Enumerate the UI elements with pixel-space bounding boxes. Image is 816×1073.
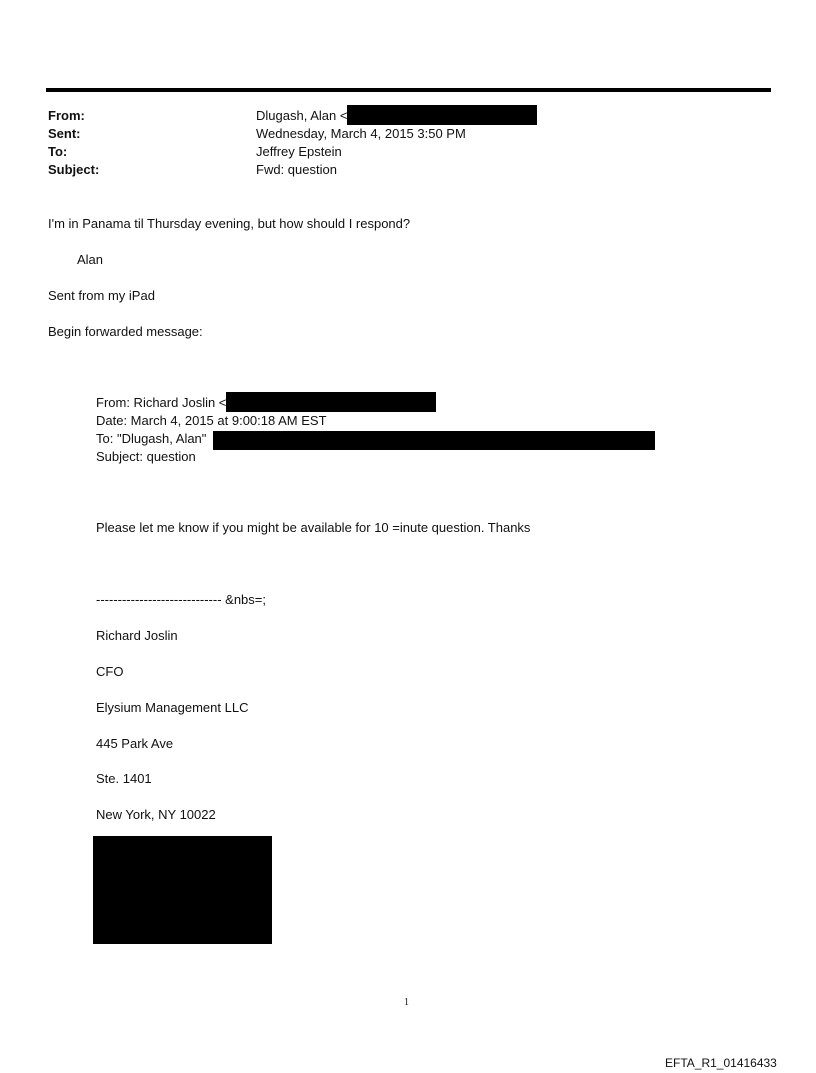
body-line: I'm in Panama til Thursday evening, but how should I respond? [48,216,411,231]
page-number: 1 [404,997,409,1008]
redaction-box [226,392,436,412]
signature-city: New York, NY 10022 [96,807,216,822]
header-rule [46,88,771,92]
sent-label: Sent: [48,126,81,141]
redaction-block [93,836,272,944]
forwarded-subject: Subject: question [96,449,196,464]
signature-suite: Ste. 1401 [96,771,152,786]
sent-value: Wednesday, March 4, 2015 3:50 PM [256,126,466,141]
forwarded-from: From: Richard Joslin < [96,395,227,410]
forwarded-to: To: "Dlugash, Alan" [96,431,207,446]
forwarded-date: Date: March 4, 2015 at 9:00:18 AM EST [96,413,327,428]
to-label: To: [48,144,68,159]
signature-separator: ----------------------------- &nbs=; [96,592,266,607]
signature-company: Elysium Management LLC [96,700,249,715]
from-label: From: [48,108,85,123]
subject-label: Subject: [48,162,100,177]
from-value: Dlugash, Alan < [256,108,348,123]
bates-number: EFTA_R1_01416433 [665,1056,777,1070]
subject-value: Fwd: question [256,162,337,177]
forwarded-message: Please let me know if you might be available for 10 =inute question. Thanks [96,520,531,535]
signature-address: 445 Park Ave [96,736,174,751]
body-signoff: Alan [77,252,104,267]
redaction-box [347,105,537,125]
redaction-box [213,431,655,450]
signature-name: Richard Joslin [96,628,178,643]
sent-from-line: Sent from my iPad [48,288,155,303]
begin-forwarded-line: Begin forwarded message: [48,324,203,339]
signature-title: CFO [96,664,124,679]
to-value: Jeffrey Epstein [256,144,342,159]
